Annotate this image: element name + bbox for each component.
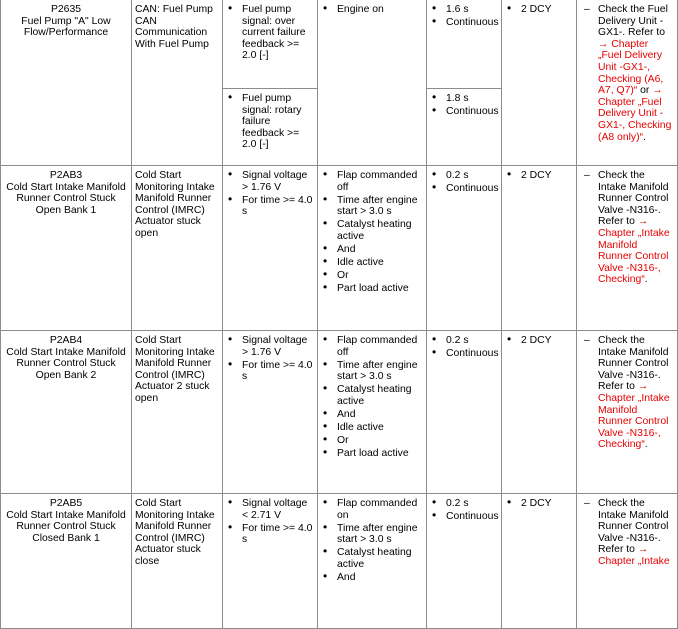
- condition-item: • Fuel pump signal: rotary failure feedback >= 2.0 [-]: [226, 93, 314, 151]
- enable-item: • Idle active: [321, 257, 423, 269]
- fault-description: Cold Start Monitoring Intake Manifold Runner Control (IMRC) Actuator 2 stuck open: [135, 335, 215, 404]
- action-cell: [577, 0, 678, 166]
- enable-item: • Or: [321, 270, 423, 282]
- fault-code: P2AB4: [49, 335, 83, 346]
- fault-description: Cold Start Monitoring Intake Manifold Runner Control (IMRC) Actuator stuck close: [135, 498, 215, 567]
- action-text-end: .: [644, 274, 648, 286]
- mil-cell: [502, 331, 577, 494]
- fault-code-cell: [1, 0, 132, 166]
- mil-item: • 2 DCY: [505, 498, 573, 510]
- mil-cell: [502, 0, 577, 166]
- fault-code: P2AB3: [49, 170, 83, 181]
- enable-item: • Engine on: [321, 4, 423, 16]
- action-text-mid: or: [637, 85, 653, 97]
- enable-item: • And: [321, 244, 423, 256]
- action-text: Check the Intake Manifold Runner Control Valve -N316-. Refer to: [598, 170, 669, 228]
- time-item: • 1.8 s: [430, 93, 498, 105]
- condition-item: • Signal voltage > 1.76 V: [226, 170, 314, 193]
- enable-item: • And: [321, 572, 423, 584]
- conditions-cell: [223, 166, 318, 331]
- enable-item: • Flap commanded off: [321, 335, 423, 358]
- time-item: • Continuous: [430, 17, 498, 29]
- enable-item: • Catalyst heating active: [321, 384, 423, 407]
- fault-description: CAN: Fuel Pump CAN Communication With Fuel Pump: [135, 4, 213, 50]
- enable-conditions-cell: [318, 166, 427, 331]
- description-cell: [132, 166, 223, 331]
- time-item: • 0.2 s: [430, 170, 498, 182]
- fault-code-cell: [1, 166, 132, 331]
- conditions-cell: [223, 331, 318, 494]
- mil-cell: [502, 166, 577, 331]
- description-cell: [132, 494, 223, 629]
- mil-item: • 2 DCY: [505, 170, 573, 182]
- conditions-cell: [223, 0, 318, 89]
- enable-item: • And: [321, 409, 423, 421]
- action-text-end: .: [643, 131, 646, 143]
- time-item: • 0.2 s: [430, 498, 498, 510]
- fault-code: P2635: [50, 4, 82, 15]
- action-text: Check the Fuel Delivery Unit -GX1-. Refer to: [598, 4, 668, 39]
- fault-name: Fuel Pump "A" Low Flow/Performance: [21, 15, 111, 39]
- chapter-link[interactable]: → Chapter „Fuel Delivery Unit -GX1-, Checking (A6, A7, Q7)“: [598, 38, 664, 97]
- enable-item: • Catalyst heating active: [321, 547, 423, 570]
- enable-item: • Time after engine start > 3.0 s: [321, 195, 423, 218]
- action-cell: [577, 494, 678, 629]
- fault-code: P2AB5: [49, 498, 83, 509]
- time-cell: [427, 166, 502, 331]
- conditions-cell: [223, 494, 318, 629]
- enable-item: • Idle active: [321, 422, 423, 434]
- chapter-link[interactable]: → Chapter „Intake: [598, 544, 670, 567]
- enable-item: • Time after engine start > 3.0 s: [321, 360, 423, 383]
- condition-item: • For time >= 4.0 s: [226, 360, 314, 383]
- fault-name: Cold Start Intake Manifold Runner Control Stuck Open Bank 1: [6, 181, 126, 216]
- chapter-link[interactable]: → Chapter „Intake Manifold Runner Control Valve -N316-, Checking“: [598, 381, 670, 451]
- mil-item: • 2 DCY: [505, 335, 573, 347]
- enable-item: • Part load active: [321, 448, 423, 460]
- time-item: • Continuous: [430, 348, 498, 360]
- description-cell: [132, 0, 223, 166]
- dash-marker: –: [584, 498, 590, 509]
- chapter-link[interactable]: → Chapter „Intake Manifold Runner Control Valve -N316-, Checking“: [598, 216, 670, 286]
- fault-description: Cold Start Monitoring Intake Manifold Runner Control (IMRC) Actuator stuck open: [135, 170, 215, 239]
- condition-item: • Fuel pump signal: over current failure feedback >= 2.0 [-]: [226, 4, 314, 62]
- table-row-p2ab5: [1, 494, 678, 629]
- mil-cell: [502, 494, 577, 629]
- condition-item: • Signal voltage < 2.71 V: [226, 498, 314, 521]
- time-item: • Continuous: [430, 106, 498, 118]
- time-item: • 0.2 s: [430, 335, 498, 347]
- enable-conditions-cell: [318, 0, 427, 166]
- fault-code-cell: [1, 494, 132, 629]
- time-cell: [427, 494, 502, 629]
- enable-item: • Part load active: [321, 283, 423, 295]
- table-row-p2ab3: [1, 166, 678, 331]
- chapter-link[interactable]: → Chapter „Fuel Delivery Unit -GX1-, Checking (A8 only)“: [598, 85, 672, 143]
- action-text: Check the Intake Manifold Runner Control Valve -N316-. Refer to: [598, 498, 669, 556]
- enable-conditions-cell: [318, 331, 427, 494]
- dash-marker: –: [584, 170, 590, 181]
- condition-item: • Signal voltage > 1.76 V: [226, 335, 314, 358]
- dash-marker: –: [584, 335, 590, 346]
- time-item: • Continuous: [430, 183, 498, 195]
- fault-name: Cold Start Intake Manifold Runner Control Stuck Closed Bank 1: [6, 509, 126, 544]
- enable-item: • Or: [321, 435, 423, 447]
- conditions-cell: [223, 89, 318, 166]
- fault-code-cell: [1, 331, 132, 494]
- table-row-p2ab4: [1, 331, 678, 494]
- time-cell: [427, 89, 502, 166]
- action-text: Check the Intake Manifold Runner Control Valve -N316-. Refer to: [598, 335, 669, 393]
- enable-item: • Catalyst heating active: [321, 219, 423, 242]
- time-cell: [427, 331, 502, 494]
- action-text-end: .: [644, 439, 648, 451]
- action-cell: [577, 331, 678, 494]
- time-item: • Continuous: [430, 511, 498, 523]
- enable-conditions-cell: [318, 494, 427, 629]
- table-row-p2635: [1, 0, 678, 89]
- time-cell: [427, 0, 502, 89]
- enable-item: • Time after engine start > 3.0 s: [321, 523, 423, 546]
- time-item: • 1.6 s: [430, 4, 498, 16]
- action-cell: [577, 166, 678, 331]
- condition-item: • For time >= 4.0 s: [226, 523, 314, 546]
- enable-item: • Flap commanded on: [321, 498, 423, 521]
- enable-item: • Flap commanded off: [321, 170, 423, 193]
- dash-marker: –: [584, 4, 590, 15]
- condition-item: • For time >= 4.0 s: [226, 195, 314, 218]
- fault-name: Cold Start Intake Manifold Runner Control Stuck Open Bank 2: [6, 346, 126, 381]
- mil-item: • 2 DCY: [505, 4, 573, 16]
- description-cell: [132, 331, 223, 494]
